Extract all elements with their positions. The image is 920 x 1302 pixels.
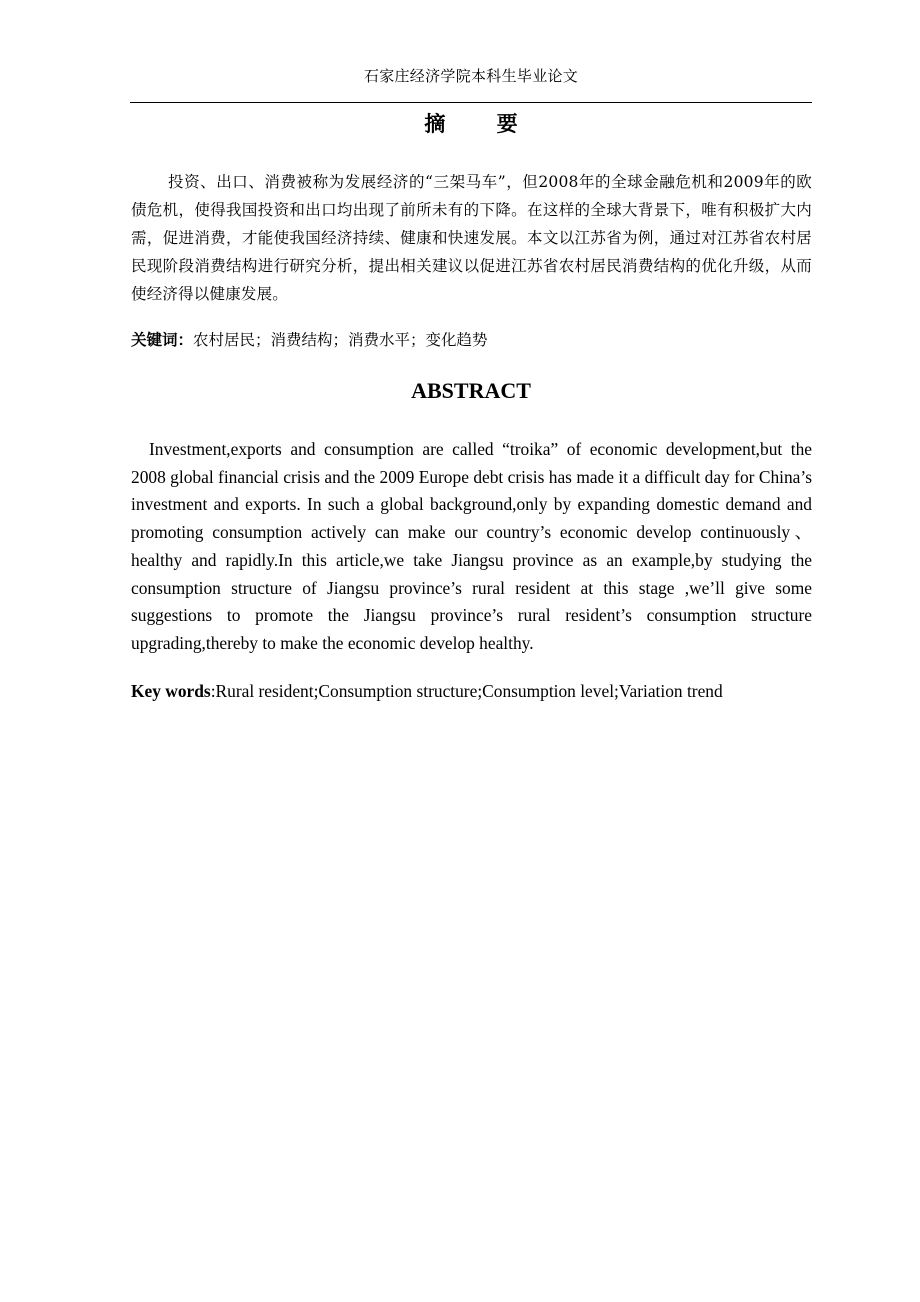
english-abstract-body: Investment,exports and consumption are called “troika” of economic development,but the 2008 global financial crisis and the 2009 Europe debt crisis has made it a difficult day for China’s investment and exports. In such a global background,only by expanding domestic demand and promoting consumption actively can make our country’s economic develop continuously、healthy and rapidly.In this article,we take Jiangsu province as an example,by studying the consumption structure of Jiangsu province’s rural resident at this stage ,we’ll give some suggestions to promote the Jiangsu province’s rural resident’s consumption structure upgrading,thereby to make the economic develop healthy.: [131, 439, 812, 653]
chinese-abstract-title: 摘 要: [424, 111, 540, 136]
english-keywords-label: Key words: [131, 681, 211, 701]
chinese-keywords: [131, 327, 812, 353]
chinese-keywords-list: 农村居民；消费结构；消费水平；变化趋势: [193, 331, 488, 349]
chinese-keywords-label: 关键词：: [131, 330, 194, 349]
english-keywords-list: :Rural resident;Consumption structure;Consumption level;Variation trend: [210, 681, 723, 701]
running-header: 石家庄经济学院本科生毕业论文: [363, 67, 579, 85]
english-abstract-title: ABSTRACT: [411, 378, 531, 403]
chinese-abstract-body: 投资、出口、消费被称为发展经济的“三架马车”，但2008年的全球金融危机和2009年的欧债危机，使得我国投资和出口均出现了前所未有的下降。在这样的全球大背景下，唯有积极扩大内需，促进消费，才能使我国经济持续、健康和快速发展。本文以江苏省为例，通过对江苏省农村居民现阶段消费结构进行研究分析，提出相关建议以促进江苏省农村居民消费结构的优化升级，从而使经济得以健康发展。: [131, 173, 812, 303]
english-keywords: [131, 678, 812, 704]
header-rule: [130, 102, 812, 103]
